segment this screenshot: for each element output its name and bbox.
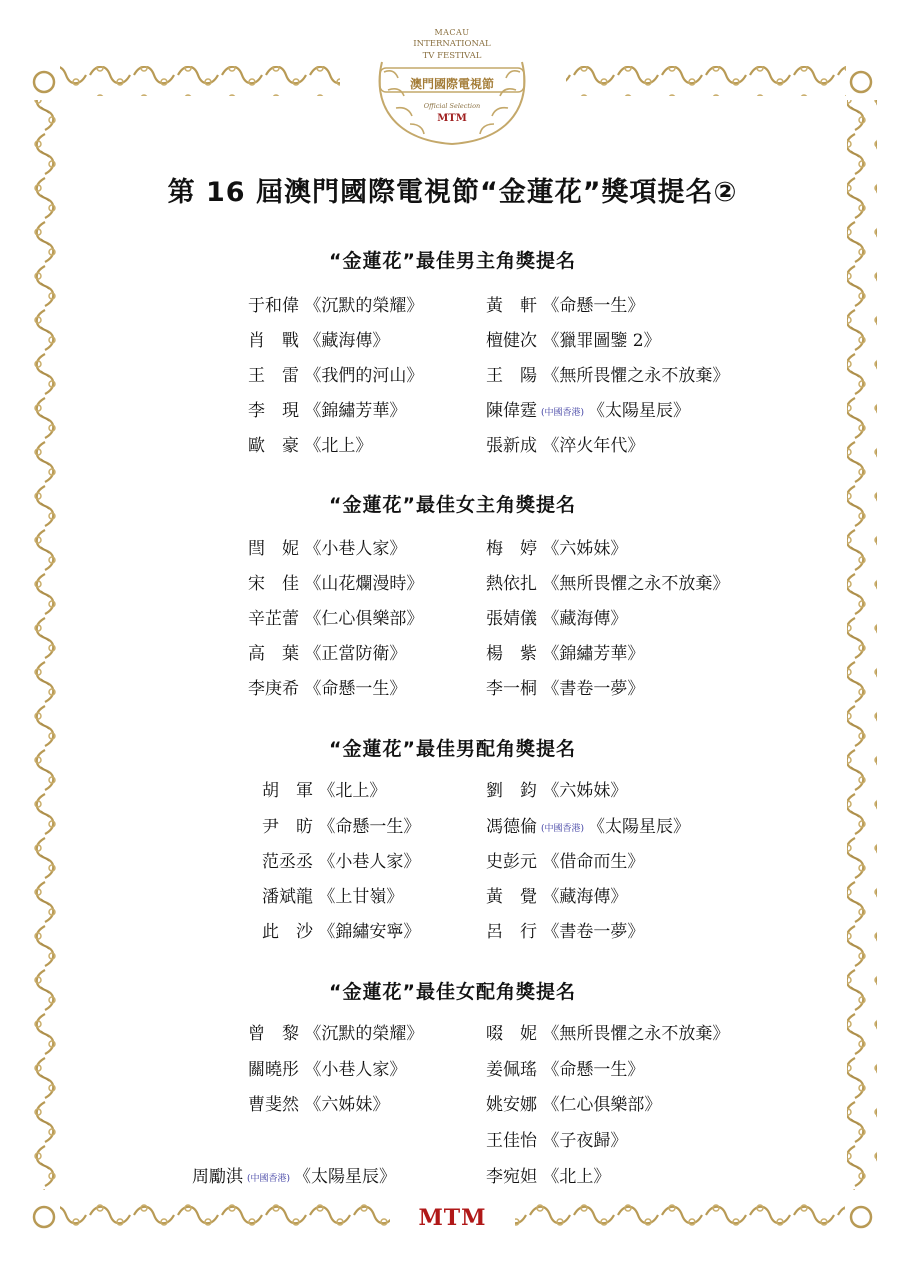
nominee-work: 《錦繡芳華》 (304, 401, 407, 421)
nominee-left (262, 776, 386, 801)
nominee-name: 王 雷 (248, 366, 299, 386)
nominee-name: 馮德倫 (486, 817, 537, 837)
nominee-name: 楊 紫 (486, 644, 537, 664)
nominee-work: 《命懸一生》 (542, 1060, 645, 1080)
nominee-work: 《我們的河山》 (304, 366, 424, 386)
nominee-name: 宋 佳 (248, 574, 299, 594)
nominee-name: 李宛妲 (486, 1167, 537, 1187)
nominee-name: 曹斐然 (248, 1095, 299, 1115)
nominee-work: 《仁心俱樂部》 (542, 1095, 662, 1115)
nominee-work: 《六姊妹》 (542, 539, 628, 559)
nominee-work: 《藏海傳》 (542, 609, 628, 629)
nominee-work: 《仁心俱樂部》 (304, 609, 424, 629)
nominee-name: 曾 黎 (248, 1024, 299, 1044)
nominee-name: 于和偉 (248, 296, 299, 316)
nominee-work: 《沉默的榮耀》 (304, 1024, 424, 1044)
nominee-right (486, 847, 644, 872)
nominee-right (486, 604, 627, 629)
nominee-name: 閆 妮 (248, 539, 299, 559)
nominee-name: 史彭元 (486, 852, 537, 872)
nominee-work: 《北上》 (542, 1167, 611, 1187)
nominee-name: 黃 軒 (486, 296, 537, 316)
nominee-name: 姚安娜 (486, 1095, 537, 1115)
nominee-name: 李 現 (248, 401, 299, 421)
nominee-right (486, 882, 627, 907)
nominee-name: 周勵淇 (192, 1167, 243, 1187)
nominee-name: 關曉彤 (248, 1060, 299, 1080)
nominee-name: 劉 鈞 (486, 781, 537, 801)
nominee-name: 熱依扎 (486, 574, 537, 594)
nominee-name: 呂 行 (486, 922, 537, 942)
nominee-left (248, 396, 406, 421)
nominee-name: 歐 豪 (248, 436, 299, 456)
nominee-name: 張婧儀 (486, 609, 537, 629)
nominee-work: 《山花爛漫時》 (304, 574, 424, 594)
nominee-left (248, 569, 423, 594)
region-label: (中國香港) (541, 408, 585, 418)
nominee-work: 《沉默的榮耀》 (304, 296, 424, 316)
nominee-name: 檀健次 (486, 331, 537, 351)
nominee-left (262, 812, 420, 837)
nominee-name: 姜佩瑤 (486, 1060, 537, 1080)
nominee-left (248, 431, 372, 456)
nominee-right (486, 776, 627, 801)
nominee-work: 《小巷人家》 (304, 539, 407, 559)
nominee-work: 《無所畏懼之永不放棄》 (542, 366, 730, 386)
nominee-right (486, 1162, 610, 1187)
logo-chinese-name: 澳門國際電視節 (409, 77, 494, 91)
nominee-work: 《藏海傳》 (304, 331, 390, 351)
nominee-work: 《錦繡安寧》 (318, 922, 421, 942)
logo-official-selection: Official Selection (423, 102, 481, 110)
nominee-right (486, 1126, 627, 1151)
nominee-work: 《上甘嶺》 (318, 887, 404, 907)
logo-mtm: MTM (437, 113, 467, 124)
nominee-work: 《借命而生》 (542, 852, 645, 872)
nominee-name: 李一桐 (486, 679, 537, 699)
nominee-left (248, 639, 406, 664)
nominee-work: 《小巷人家》 (304, 1060, 407, 1080)
nominee-work: 《北上》 (304, 436, 373, 456)
festival-logo (352, 22, 552, 150)
nominee-left (248, 1019, 423, 1044)
nominee-work: 《藏海傳》 (542, 887, 628, 907)
nominee-right (486, 326, 661, 351)
nominee-work: 《六姊妹》 (542, 781, 628, 801)
nominee-name: 肖 戰 (248, 331, 299, 351)
nominee-name: 李庚希 (248, 679, 299, 699)
nominee-work: 《子夜歸》 (542, 1131, 628, 1151)
nominee-right (486, 534, 627, 559)
nominee-left (262, 847, 420, 872)
section-heading: “金蓮花”最佳女配角獎提名 (329, 981, 576, 1003)
nominee-work: 《獵罪圖鑒 2》 (542, 331, 661, 351)
nominee-name: 啜 妮 (486, 1024, 537, 1044)
nominee-work: 《命懸一生》 (318, 817, 421, 837)
nominee-right (486, 291, 644, 316)
page-title: 第 16 屆澳門國際電視節“金蓮花”獎項提名② (167, 177, 738, 208)
nominee-work: 《淬火年代》 (542, 436, 645, 456)
nominee-right (486, 1019, 729, 1044)
nominee-left (248, 604, 423, 629)
nominee-right (486, 396, 690, 421)
nominee-work: 《太陽星辰》 (588, 401, 691, 421)
nominee-work: 《太陽星辰》 (294, 1167, 397, 1187)
footer-mtm-logo: MTM (418, 1205, 487, 1231)
nominee-name: 王佳怡 (486, 1131, 537, 1151)
nominee-name: 王 陽 (486, 366, 537, 386)
nominee-name: 此 沙 (262, 922, 313, 942)
nominee-name: 潘斌龍 (262, 887, 313, 907)
nominee-name: 高 葉 (248, 644, 299, 664)
nominee-left (248, 1055, 406, 1080)
nominee-left (248, 534, 406, 559)
section-heading: “金蓮花”最佳男主角獎提名 (329, 250, 576, 272)
logo-line-tv-festival: TV FESTIVAL (422, 51, 482, 61)
nominee-right (486, 917, 644, 942)
nominee-right (486, 639, 644, 664)
nominee-left (262, 882, 403, 907)
nominee-right (486, 361, 729, 386)
nominee-left (248, 291, 423, 316)
nominee-name: 黃 覺 (486, 887, 537, 907)
nominee-work: 《無所畏懼之永不放棄》 (542, 574, 730, 594)
nominee-left (262, 917, 420, 942)
region-label: (中國香港) (247, 1174, 291, 1184)
nominee-name: 范丞丞 (262, 852, 313, 872)
nominee-work: 《六姊妹》 (304, 1095, 390, 1115)
nominee-left (248, 1090, 389, 1115)
nominee-work: 《北上》 (318, 781, 387, 801)
nominee-left (248, 326, 389, 351)
nominee-work: 《錦繡芳華》 (542, 644, 645, 664)
nominee-name: 梅 婷 (486, 539, 537, 559)
nominee-work: 《太陽星辰》 (588, 817, 691, 837)
section-heading: “金蓮花”最佳女主角獎提名 (329, 494, 576, 516)
logo-line-international: INTERNATIONAL (413, 39, 491, 49)
nominee-right (486, 569, 729, 594)
nominee-work: 《無所畏懼之永不放棄》 (542, 1024, 730, 1044)
nominee-work: 《正當防衛》 (304, 644, 407, 664)
nominee-work: 《命懸一生》 (304, 679, 407, 699)
nominee-work: 《書卷一夢》 (542, 922, 645, 942)
nominee-right (486, 431, 644, 456)
nominee-left (248, 361, 423, 386)
section-heading: “金蓮花”最佳男配角獎提名 (329, 738, 576, 760)
nominee-name: 張新成 (486, 436, 537, 456)
nominee-left (192, 1162, 396, 1187)
region-label: (中國香港) (541, 824, 585, 834)
nominee-left (248, 674, 406, 699)
nominee-work: 《命懸一生》 (542, 296, 645, 316)
nominee-name: 胡 軍 (262, 781, 313, 801)
nominee-name: 尹 昉 (262, 817, 313, 837)
nominee-right (486, 1055, 644, 1080)
nominee-right (486, 1090, 661, 1115)
logo-line-macau: MACAU (434, 28, 470, 37)
nominee-name: 陳偉霆 (486, 401, 537, 421)
nominee-work: 《書卷一夢》 (542, 679, 645, 699)
nominee-right (486, 674, 644, 699)
nominee-work: 《小巷人家》 (318, 852, 421, 872)
nominee-right (486, 812, 690, 837)
nominee-name: 辛芷蕾 (248, 609, 299, 629)
